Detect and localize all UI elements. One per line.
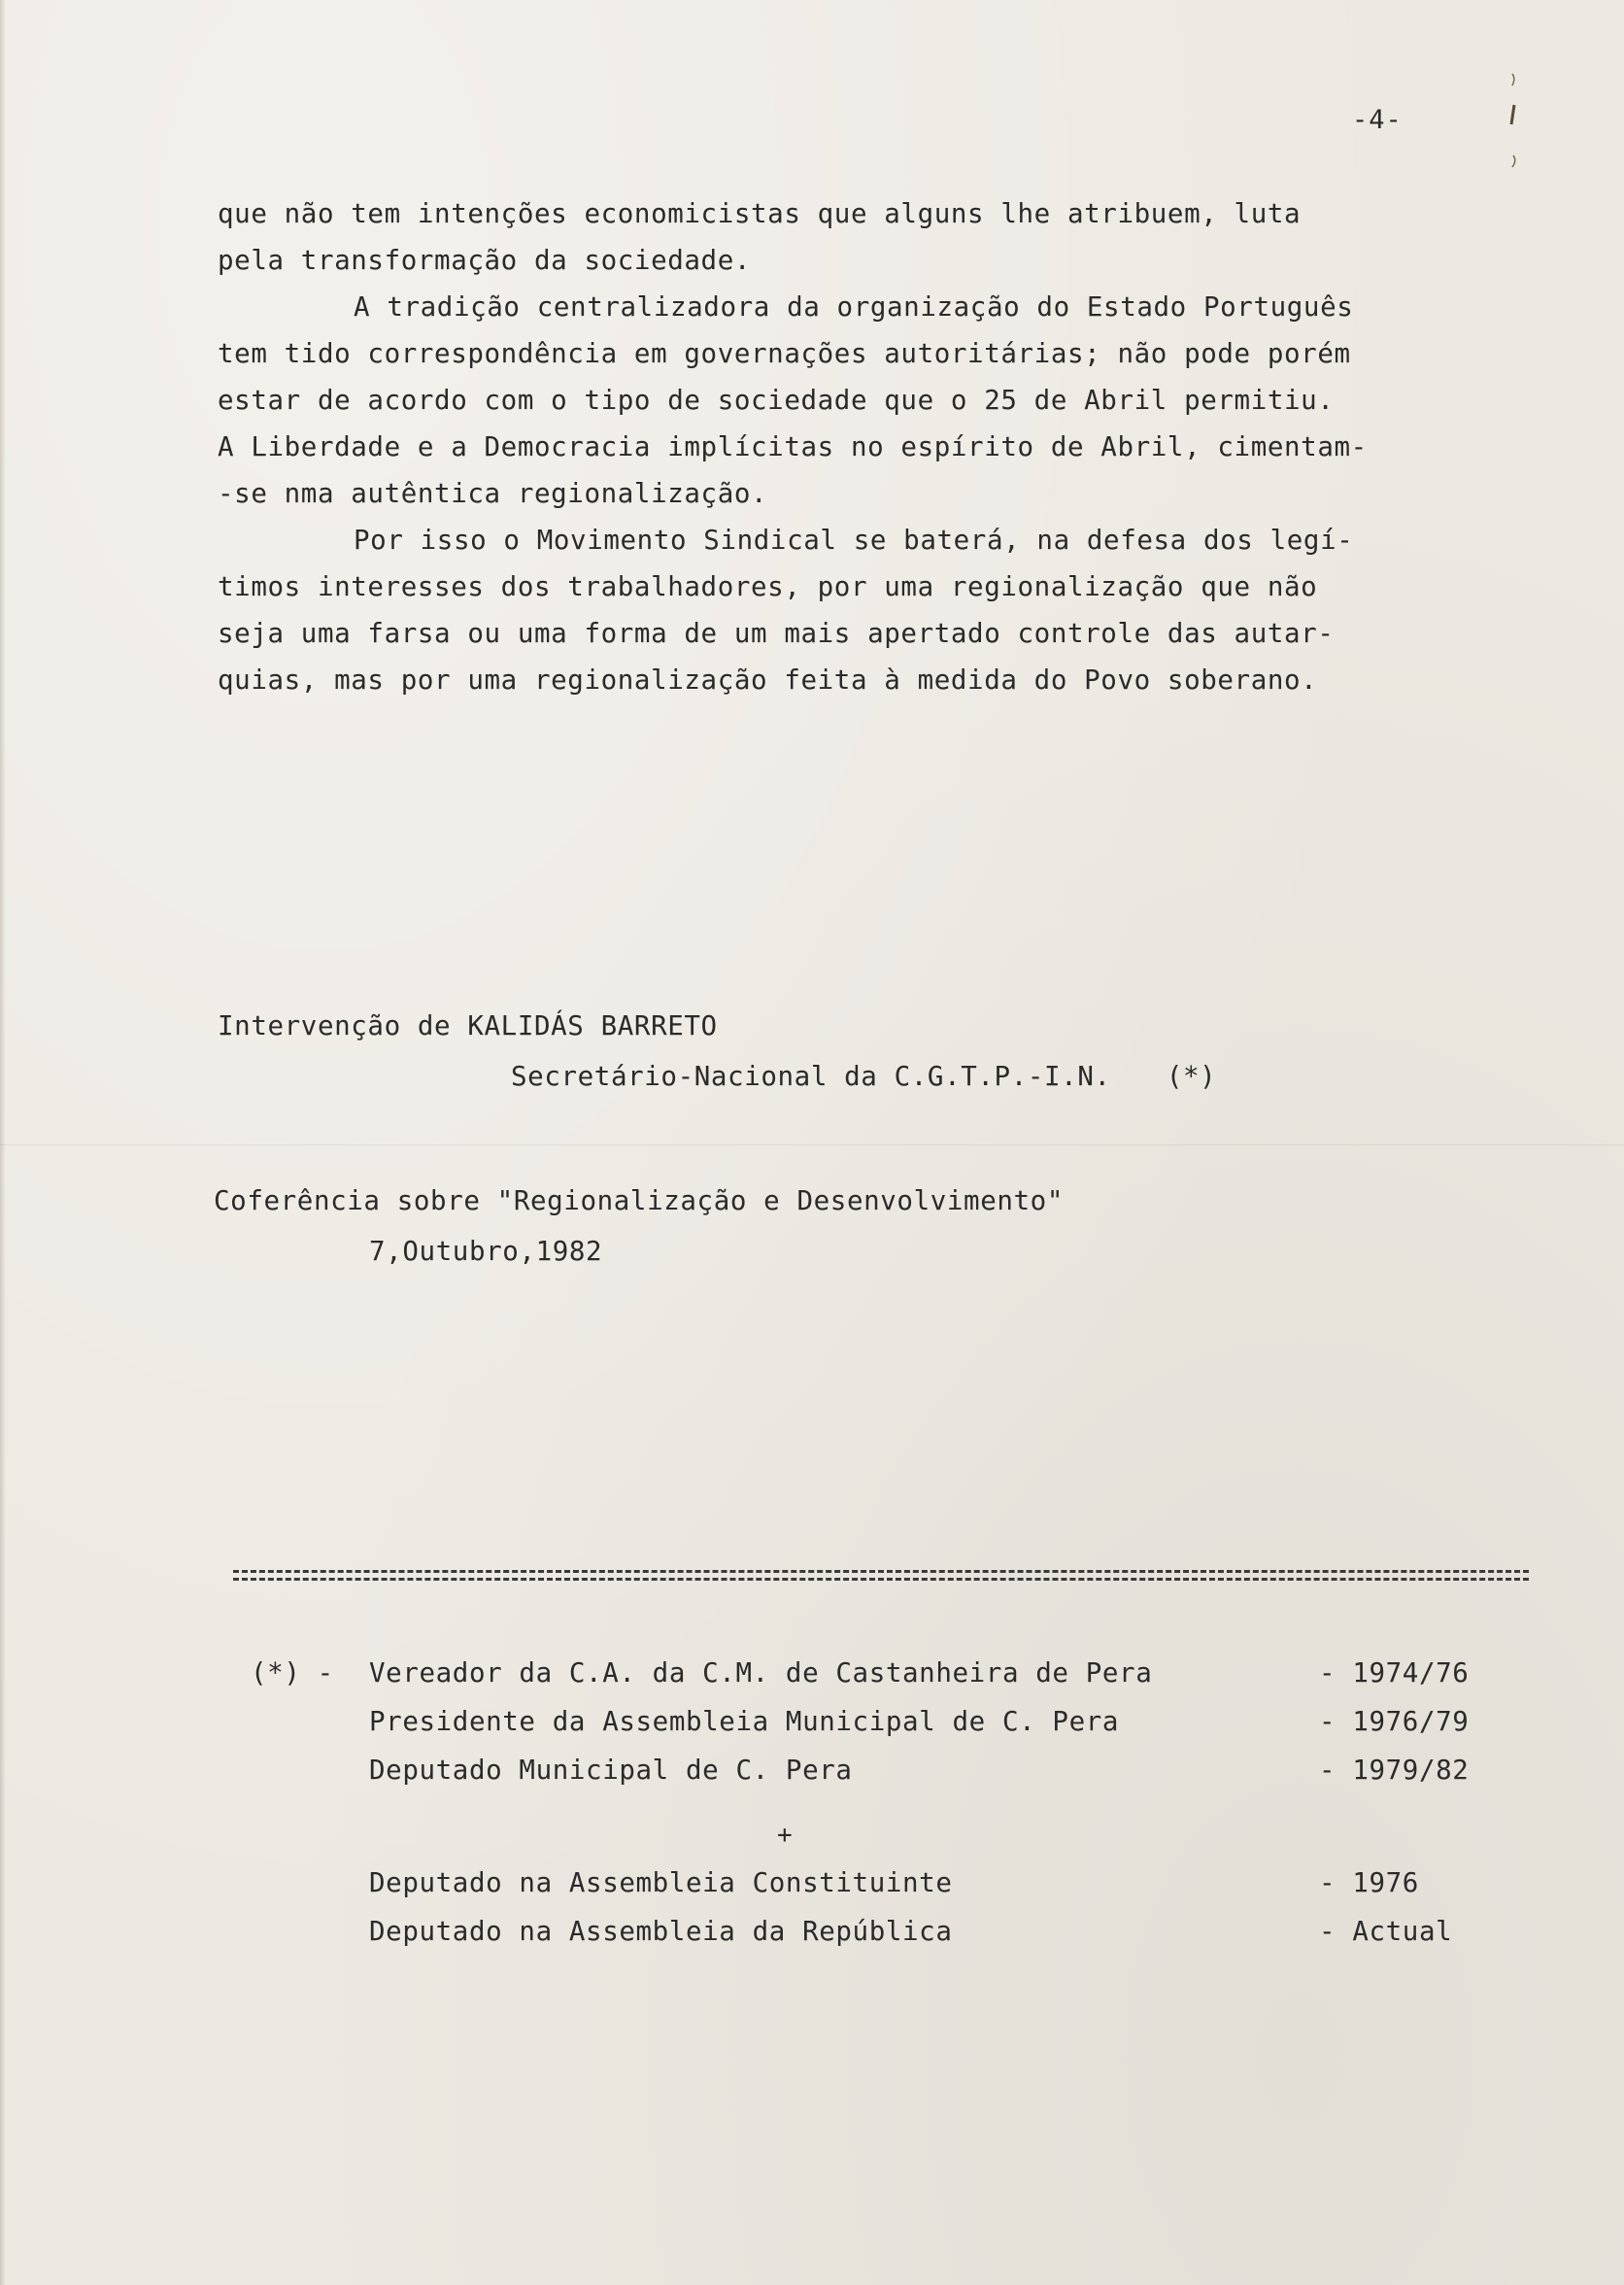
footnote-role: Vereador da C.A. da C.M. de Castanheira de Pera — [369, 1657, 1153, 1688]
footnote-role: Deputado Municipal de C. Pera — [369, 1755, 853, 1786]
body-line: pela transformação da sociedade. — [218, 245, 752, 276]
corner-pen-mark — [1506, 66, 1520, 173]
body-line: timos interesses dos trabalhadores, por uma regionalização que não — [218, 571, 1318, 602]
footnote-period: - 1979/82 — [1319, 1755, 1470, 1786]
body-line: quias, mas por uma regionalização feita à medida do Povo soberano. — [218, 665, 1318, 696]
plus-sign: + — [777, 1821, 793, 1850]
conference-date: 7,Outubro,1982 — [369, 1236, 603, 1267]
footnote-role: Deputado na Assembleia da República — [369, 1916, 953, 1947]
footnote-marker-label: (*) - — [251, 1657, 334, 1688]
footnote-role: Deputado na Assembleia Constituinte — [369, 1867, 953, 1898]
footnote-marker: (*) — [1166, 1061, 1217, 1092]
body-line: A tradição centralizadora da organização do Estado Português — [354, 291, 1354, 323]
page-edge-shadow — [0, 0, 6, 2285]
footnote-period: - Actual — [1319, 1916, 1453, 1947]
footnote-period: - 1976 — [1319, 1867, 1419, 1898]
intervention-role: Secretário-Nacional da C.G.T.P.-I.N. — [511, 1061, 1111, 1092]
body-line: tem tido correspondência em governações autoritárias; não pode porém — [218, 338, 1351, 369]
body-text — [218, 190, 1558, 703]
page-number: -4- — [1352, 105, 1403, 135]
footnote-period: - 1974/76 — [1319, 1657, 1470, 1688]
body-line: -se nma autêntica regionalização. — [218, 478, 768, 509]
footnote-role: Presidente da Assembleia Municipal de C. Pera — [369, 1706, 1120, 1737]
conference-title: Coferência sobre "Regionalização e Desenvolvimento" — [214, 1185, 1064, 1216]
footnote-period: - 1976/79 — [1319, 1706, 1470, 1737]
intervention-title — [511, 1061, 1216, 1092]
body-line: seja uma farsa ou uma forma de um mais apertado controle das autar- — [218, 618, 1335, 649]
body-line: estar de acordo com o tipo de sociedade que o 25 de Abril permitiu. — [218, 385, 1335, 416]
intervention-author: Intervenção de KALIDÁS BARRETO — [218, 1010, 718, 1041]
body-line: Por isso o Movimento Sindical se baterá, na defesa dos legí- — [354, 525, 1354, 556]
body-line: A Liberdade e a Democracia implícitas no espírito de Abril, cimentam- — [218, 431, 1368, 462]
fold-line — [0, 1144, 1624, 1145]
separator-line — [233, 1568, 1529, 1586]
body-line: que não tem intenções economicistas que alguns lhe atribuem, luta — [218, 198, 1302, 229]
